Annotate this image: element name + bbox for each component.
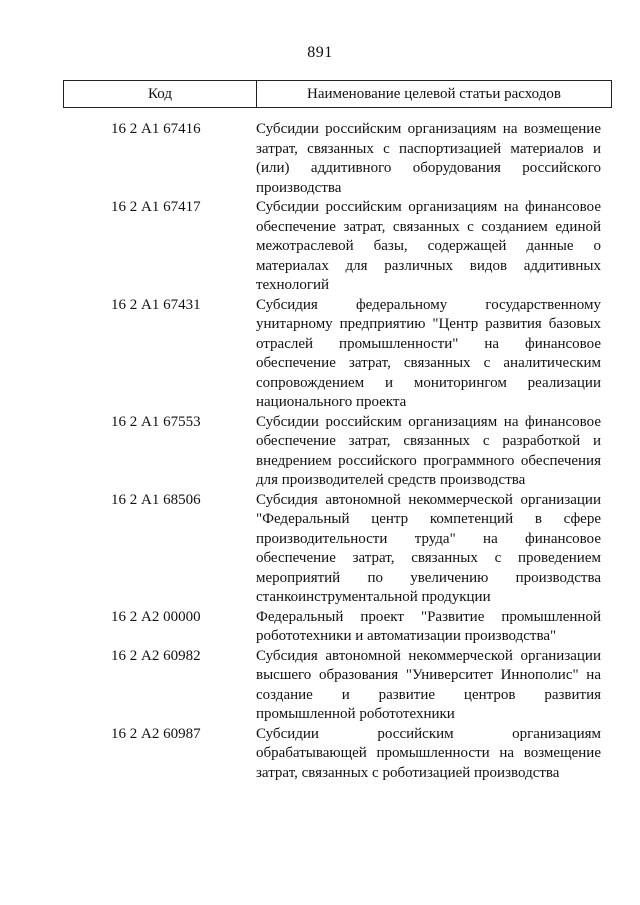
- row-name: Субсидии российским организациям на финансовое обеспечение затрат, связанных с созданием единой межотраслевой базы, содержащей данные о материалах для различных видов аддитивных технологий: [256, 199, 601, 293]
- row-code: 16 2 А1 67417: [111, 199, 201, 215]
- row-code: 16 2 А1 67416: [111, 121, 201, 137]
- row-name: Субсидии российским организациям на финансовое обеспечение затрат, связанных с разработкой и внедрением российского программного обеспечения для производителей средств производства: [256, 413, 601, 488]
- table-body: [0, 120, 640, 783]
- row-name: Субсидия автономной некоммерческой организации "Федеральный центр компетенций в сфере производительности труда" на финансовое обеспечение затрат, связанных с проведением мероприятий по увеличению производства станкоинструментальной продукции: [256, 491, 601, 605]
- row-name: Субсидия федеральному государственному унитарному предприятию "Центр развития базовых отраслей промышленности" на финансовое обеспечение затрат, связанных с аналитическим сопровождением и мониторингом реализации национального проекта: [256, 296, 601, 410]
- table-header: [63, 80, 612, 108]
- row-code: 16 2 А1 67431: [111, 296, 201, 313]
- row-code: 16 2 А1 68506: [111, 491, 201, 508]
- row-code: 16 2 А1 67553: [111, 413, 201, 430]
- row-code: 16 2 А2 60987: [111, 725, 201, 742]
- row-name: Субсидии российским организациям на возмещение затрат, связанных с паспортизацией материалов и (или) аддитивного оборудования российского производства: [256, 121, 601, 196]
- table-row: [0, 120, 640, 198]
- row-code: 16 2 А2 60982: [111, 647, 201, 664]
- table-row: [0, 296, 640, 413]
- row-name: Субсидия автономной некоммерческой организации высшего образования "Университет Иннополис" на создание и развитие центров развития промышленной робототехники: [256, 647, 601, 722]
- row-name: Федеральный проект "Развитие промышленной робототехники и автоматизации производства": [256, 608, 601, 644]
- table-row: [0, 413, 640, 491]
- row-code: 16 2 А2 00000: [111, 608, 201, 625]
- table-row: [0, 198, 640, 296]
- page-number: 891: [307, 44, 333, 61]
- table-row: [0, 725, 640, 784]
- header-name: Наименование целевой статьи расходов: [307, 85, 561, 102]
- header-code: Код: [64, 81, 257, 107]
- table-row: [0, 647, 640, 725]
- row-name: Субсидии российским организациям обрабатывающей промышленности на возмещение затрат, связанных с роботизацией производства: [256, 725, 601, 781]
- table-row: [0, 608, 640, 647]
- table-row: [0, 491, 640, 608]
